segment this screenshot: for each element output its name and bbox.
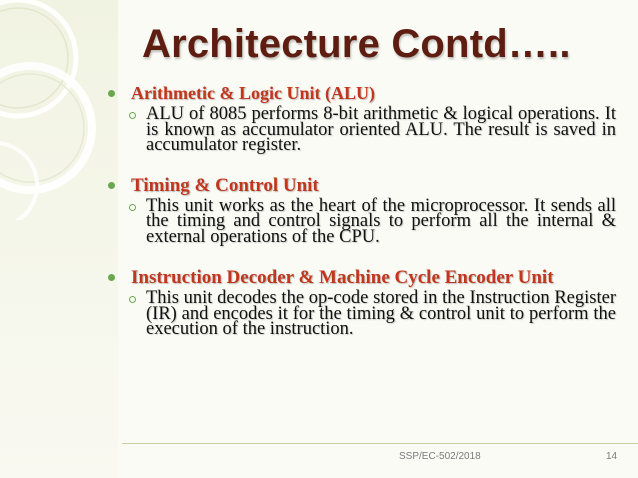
section-heading-text: Instruction Decoder & Machine Cycle Encoder Unit — [131, 267, 554, 288]
page-number: 14 — [606, 451, 618, 462]
bullet-dot-icon — [108, 182, 115, 189]
bullet-dot-icon — [108, 274, 115, 281]
slide-content — [104, 84, 616, 338]
section-heading-text: Arithmetic & Logic Unit (ALU) — [131, 83, 375, 103]
sub-bullet-ring-icon — [129, 296, 136, 303]
section-body-text: This unit decodes the op-code stored in the Instruction Register (IR) and encodes it for the timing & control unit to perform the execution of the instruction. — [146, 288, 616, 339]
sub-bullet-ring-icon — [129, 112, 136, 119]
section-text-alu — [104, 104, 616, 155]
section-body-text: This unit works as the heart of the microprocessor. It sends all the timing and control signals to perform all the internal & external operations of the CPU. — [146, 195, 616, 247]
bullet-dot-icon — [108, 90, 115, 97]
section-heading-text: Timing & Control Unit — [131, 174, 319, 196]
sub-bullet-ring-icon — [129, 204, 136, 211]
section-heading-alu — [104, 84, 616, 103]
section-text-timing-control — [104, 195, 616, 247]
slide-title: Architecture Contd….. — [142, 22, 571, 66]
footer-divider — [122, 443, 638, 444]
section-heading-timing-control — [104, 176, 616, 195]
section-text-instruction-decoder — [104, 288, 616, 339]
section-heading-instruction-decoder — [104, 268, 616, 287]
footer-course-code: SSP/EC-502/2018 — [399, 451, 481, 462]
section-body-text: ALU of 8085 performs 8-bit arithmetic & logical operations. It is known as accumulator oriented ALU. The result is saved in accumulator register. — [146, 104, 616, 155]
